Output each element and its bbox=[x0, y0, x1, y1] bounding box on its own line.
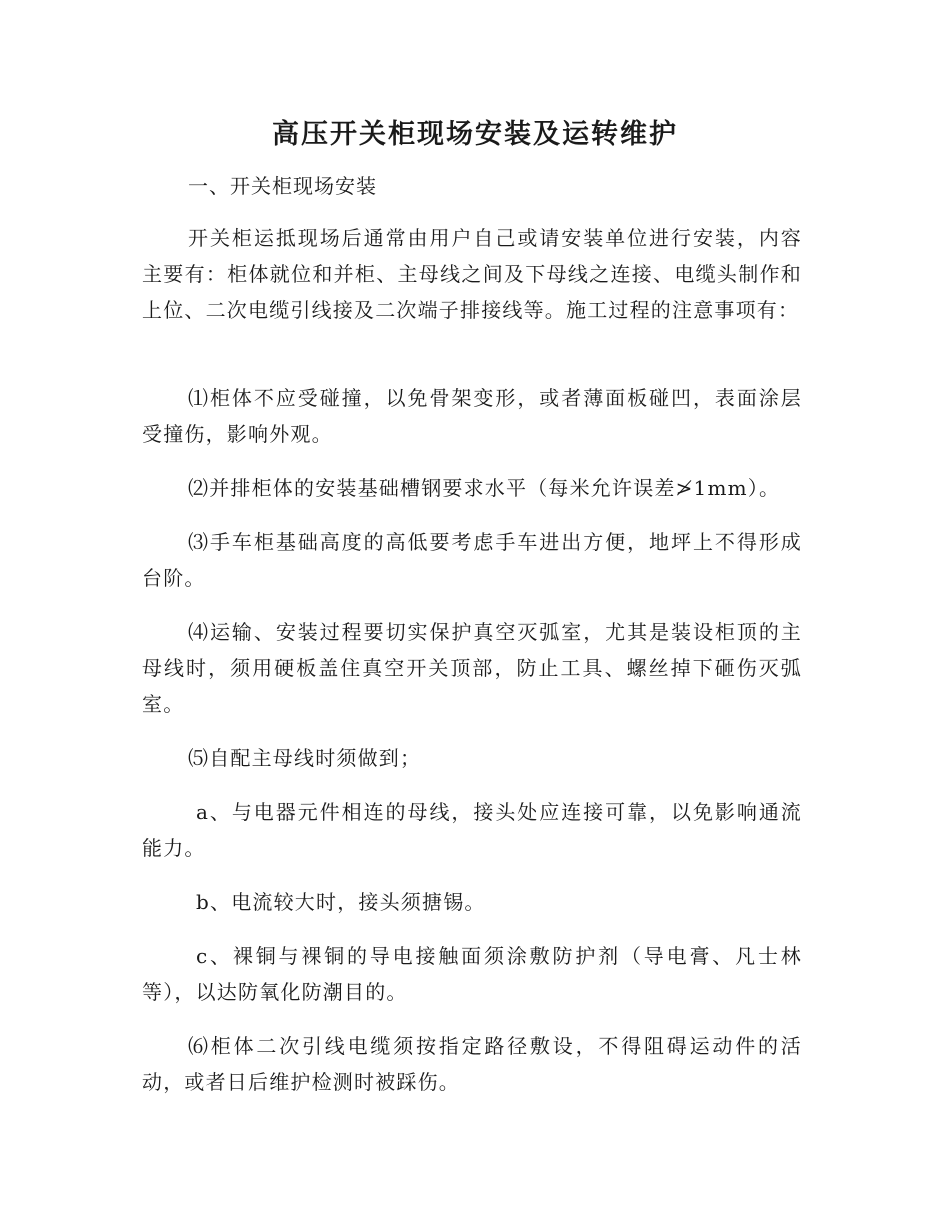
document-title: 高压开关柜现场安装及运转维护 bbox=[272, 119, 678, 150]
paragraph-item-2: ⑵并排柜体的安装基础槽钢要求水平（每米允许误差≯1mm）。 bbox=[188, 476, 781, 500]
paragraph-intro: 开关柜运抵现场后通常由用户自己或请安装单位进行安装，内容主要有：柜体就位和并柜、主母线之间及下母线之连接、电缆头制作和上位、二次电缆引线接及二次端子排接线等。施工过程的注意事项有： bbox=[142, 226, 802, 322]
paragraph-item-4: ⑷运输、安装过程要切实保护真空灭弧室，尤其是装设柜顶的主母线时，须用硬板盖住真空开关顶部，防止工具、螺丝掉下砸伤灭弧室。 bbox=[142, 620, 802, 716]
paragraph-item-5: ⑸自配主母线时须做到； bbox=[188, 746, 422, 770]
paragraph-item-6: ⑹柜体二次引线电缆须按指定路径敷设，不得阻碍运动件的活动，或者日后维护检测时被踩伤。 bbox=[142, 1034, 802, 1094]
paragraph-item-5b: b、电流较大时，接头须搪锡。 bbox=[196, 890, 486, 914]
paragraph-item-3: ⑶手车柜基础高度的高低要考虑手车进出方便，地坪上不得形成台阶。 bbox=[142, 530, 802, 590]
paragraph-item-5a: a、与电器元件相连的母线，接头处应连接可靠，以免影响通流能力。 bbox=[142, 800, 802, 860]
paragraph-item-1: ⑴柜体不应受碰撞，以免骨架变形，或者薄面板碰凹，表面涂层受撞伤，影响外观。 bbox=[142, 386, 802, 446]
section-heading: 一、开关柜现场安装 bbox=[188, 174, 377, 198]
paragraph-item-5c: c、裸铜与裸铜的导电接触面须涂敷防护剂（导电膏、凡士林等），以达防氧化防潮目的。 bbox=[142, 944, 802, 1004]
